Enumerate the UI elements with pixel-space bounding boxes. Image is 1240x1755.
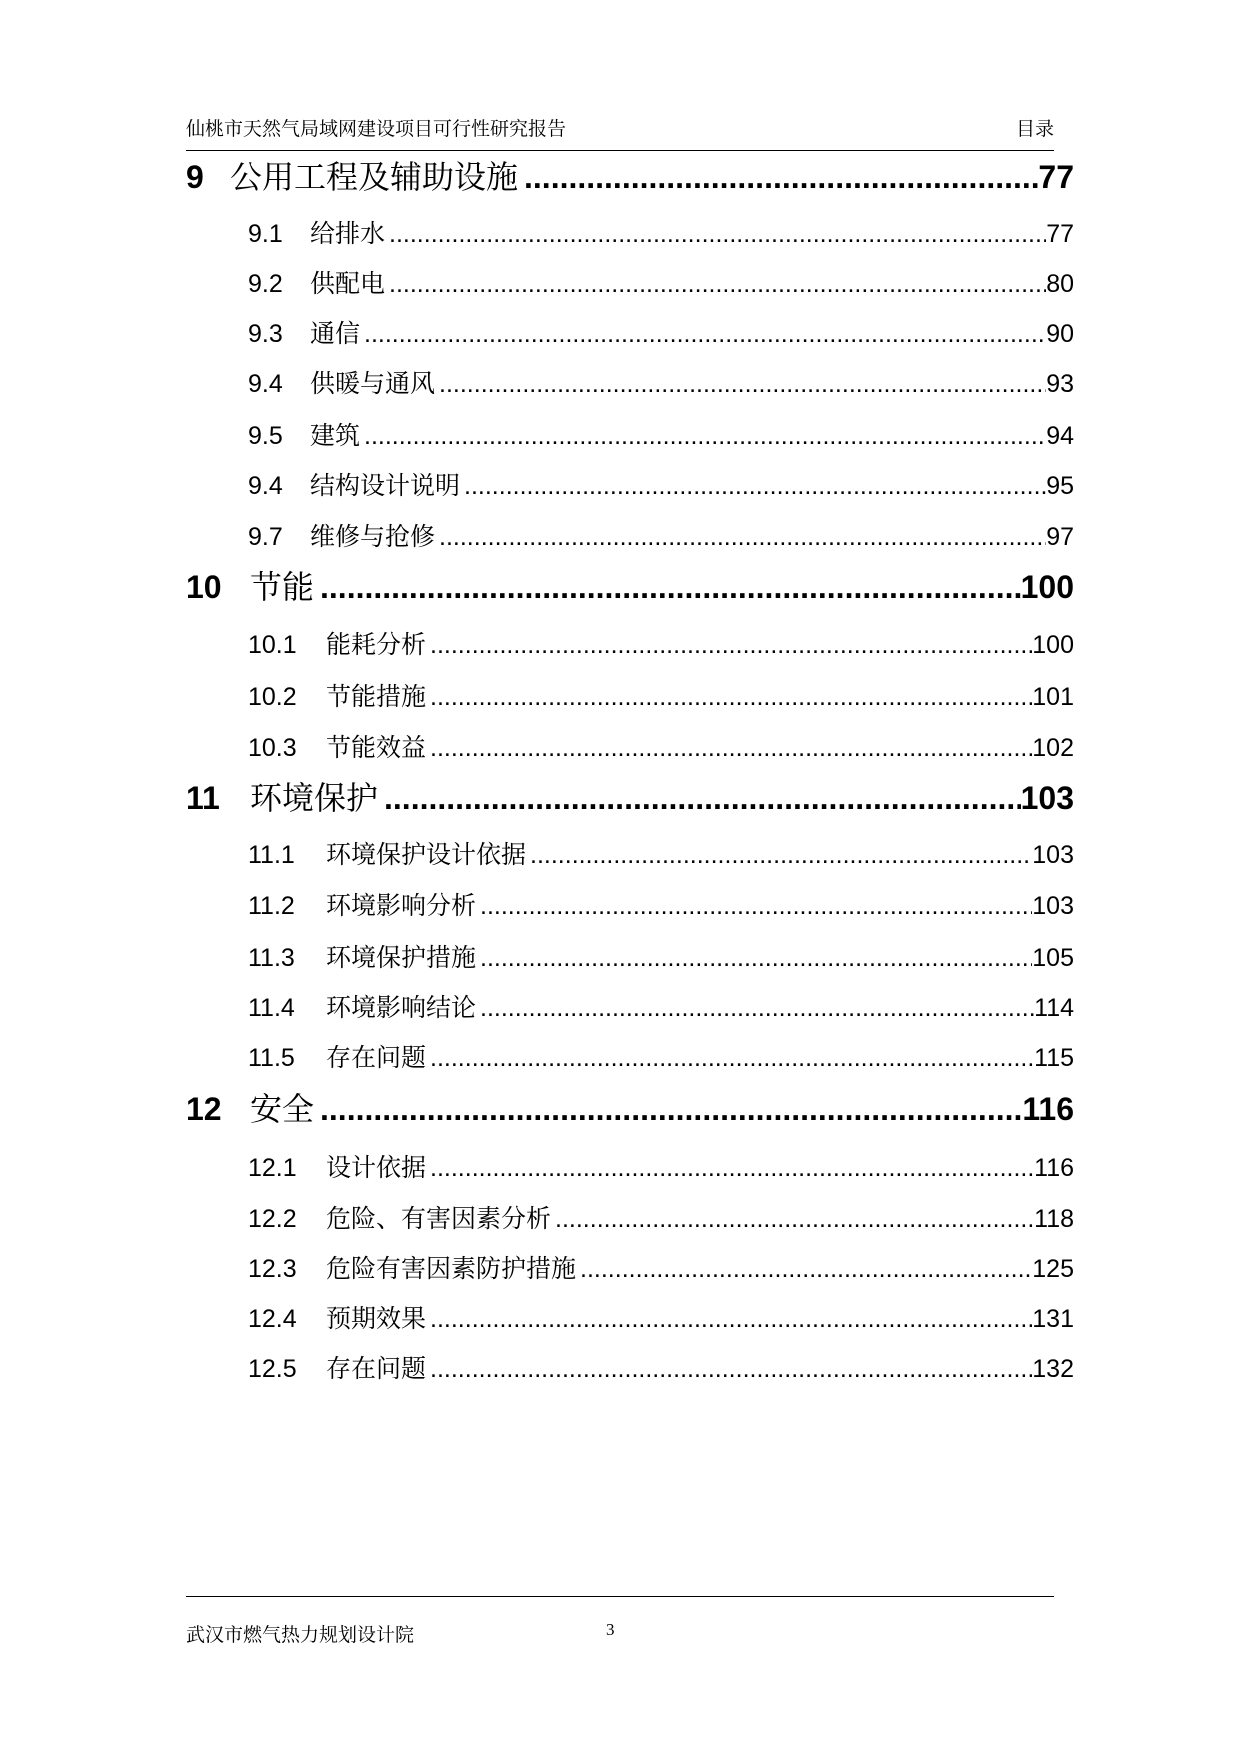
toc-entry-title: 环境影响结论 — [326, 994, 477, 1022]
page-footer — [186, 1620, 1054, 1647]
toc-entry-page: 115 — [1034, 1044, 1074, 1072]
toc-dot-leader — [364, 320, 1046, 349]
toc-entry-number: 10.2 — [248, 683, 297, 711]
toc-entry-page: 132 — [1032, 1355, 1074, 1383]
toc-entry-page: 80 — [1046, 270, 1074, 298]
toc-section-entry[interactable] — [248, 835, 1074, 871]
toc-section-entry[interactable] — [248, 1249, 1074, 1285]
toc-entry-number: 9.2 — [248, 270, 283, 298]
toc-chapter-entry[interactable] — [186, 1084, 1074, 1130]
toc-entry-page: 105 — [1032, 944, 1074, 972]
toc-entry-title: 能耗分析 — [326, 631, 427, 659]
toc-entry-title: 供配电 — [310, 270, 386, 298]
toc-entry-number: 11.4 — [248, 994, 295, 1022]
toc-dot-leader — [389, 270, 1046, 299]
toc-entry-page: 100 — [1020, 569, 1074, 605]
toc-entry-title: 通信 — [310, 320, 361, 348]
toc-dot-leader — [480, 994, 1034, 1023]
toc-entry-page: 94 — [1046, 422, 1074, 450]
toc-dot-leader — [480, 944, 1032, 973]
toc-section-entry[interactable] — [248, 1299, 1074, 1335]
toc-entry-page: 103 — [1032, 892, 1074, 920]
toc-section-entry[interactable] — [248, 938, 1074, 974]
toc-entry-number: 10.3 — [248, 734, 297, 762]
toc-entry-number: 11 — [186, 780, 220, 816]
page-header — [186, 114, 1054, 141]
toc-section-entry[interactable] — [248, 466, 1074, 502]
toc-dot-leader — [464, 472, 1046, 501]
toc-entry-number: 12.4 — [248, 1305, 297, 1333]
toc-chapter-entry[interactable] — [186, 773, 1074, 819]
toc-entry-number: 12.5 — [248, 1355, 297, 1383]
toc-entry-page: 95 — [1046, 472, 1074, 500]
toc-entry-page: 77 — [1038, 159, 1074, 195]
toc-dot-leader — [430, 631, 1032, 660]
toc-dot-leader — [430, 734, 1032, 763]
toc-dot-leader — [580, 1255, 1032, 1284]
toc-dot-leader — [430, 1154, 1034, 1183]
toc-entry-title: 结构设计说明 — [310, 472, 461, 500]
toc-entry-page: 118 — [1034, 1205, 1074, 1233]
toc-entry-number: 9.3 — [248, 320, 283, 348]
toc-entry-number: 9 — [186, 159, 204, 195]
toc-dot-leader — [430, 683, 1032, 712]
toc-entry-title: 存在问题 — [326, 1355, 427, 1383]
toc-dot-leader — [364, 422, 1046, 451]
toc-entry-page: 90 — [1046, 320, 1074, 348]
toc-entry-number: 9.7 — [248, 523, 283, 551]
toc-chapter-entry[interactable] — [186, 152, 1074, 198]
toc-dot-leader — [555, 1205, 1034, 1234]
toc-entry-number: 9.5 — [248, 422, 283, 450]
toc-entry-number: 11.3 — [248, 944, 295, 972]
toc-dot-leader — [439, 370, 1046, 399]
toc-dot-leader — [320, 569, 1021, 606]
toc-entry-title: 供暖与通风 — [310, 370, 436, 398]
toc-dot-leader — [384, 780, 1021, 817]
toc-dot-leader — [439, 523, 1046, 552]
toc-entry-number: 12.2 — [248, 1205, 297, 1233]
toc-entry-page: 97 — [1046, 523, 1074, 551]
header-rule — [186, 150, 1054, 151]
toc-entry-page: 103 — [1032, 841, 1074, 869]
toc-entry-title: 建筑 — [310, 422, 361, 450]
toc-dot-leader — [430, 1044, 1034, 1073]
toc-entry-title: 存在问题 — [326, 1044, 427, 1072]
toc-entry-title: 节能效益 — [326, 734, 427, 762]
toc-entry-number: 9.4 — [248, 370, 283, 398]
toc-dot-leader — [430, 1305, 1032, 1334]
section-label: 目录 — [1015, 119, 1054, 140]
document-title: 仙桃市天然气局域网建设项目可行性研究报告 — [186, 119, 567, 140]
toc-section-entry[interactable] — [248, 1349, 1074, 1385]
toc-dot-leader — [524, 159, 1038, 196]
toc-entry-title: 设计依据 — [326, 1154, 427, 1182]
toc-entry-page: 101 — [1032, 683, 1074, 711]
toc-section-entry[interactable] — [248, 677, 1074, 713]
toc-entry-title: 预期效果 — [326, 1305, 427, 1333]
toc-section-entry[interactable] — [248, 214, 1074, 250]
toc-entry-number: 9.1 — [248, 220, 283, 248]
toc-entry-page: 116 — [1034, 1154, 1074, 1182]
toc-entry-page: 131 — [1032, 1305, 1074, 1333]
footer-rule — [186, 1596, 1054, 1597]
toc-entry-number: 11.5 — [248, 1044, 295, 1072]
toc-entry-number: 10 — [186, 569, 222, 605]
toc-entry-number: 12.1 — [248, 1154, 297, 1182]
toc-section-entry[interactable] — [248, 264, 1074, 300]
toc-section-entry[interactable] — [248, 625, 1074, 661]
toc-entry-title: 维修与抢修 — [310, 523, 436, 551]
toc-entry-page: 93 — [1046, 370, 1074, 398]
toc-entry-title: 节能措施 — [326, 683, 427, 711]
toc-entry-page: 100 — [1032, 631, 1074, 659]
toc-entry-number: 9.4 — [248, 472, 283, 500]
toc-dot-leader — [320, 1091, 1022, 1128]
toc-section-entry[interactable] — [248, 364, 1074, 400]
toc-entry-number: 11.2 — [248, 892, 295, 920]
toc-section-entry[interactable] — [248, 1199, 1074, 1235]
toc-section-entry[interactable] — [248, 728, 1074, 764]
toc-entry-title: 环境保护 — [250, 780, 379, 816]
toc-section-entry[interactable] — [248, 1148, 1074, 1184]
toc-dot-leader — [389, 220, 1046, 249]
toc-entry-title: 环境影响分析 — [326, 892, 477, 920]
toc-entry-page: 125 — [1032, 1255, 1074, 1283]
toc-entry-title: 环境保护设计依据 — [326, 841, 527, 869]
toc-section-entry[interactable] — [248, 314, 1074, 350]
toc-section-entry[interactable] — [248, 517, 1074, 553]
toc-dot-leader — [430, 1355, 1032, 1384]
toc-chapter-entry[interactable] — [186, 562, 1074, 608]
toc-dot-leader — [480, 892, 1032, 921]
toc-entry-title: 给排水 — [310, 220, 386, 248]
toc-entry-title: 危险、有害因素分析 — [326, 1205, 552, 1233]
toc-entry-page: 116 — [1022, 1091, 1074, 1127]
toc-entry-page: 102 — [1032, 734, 1074, 762]
toc-entry-number: 10.1 — [248, 631, 297, 659]
organization-name: 武汉市燃气热力规划设计院 — [186, 1625, 415, 1646]
toc-entry-number: 12 — [186, 1091, 222, 1127]
toc-section-entry[interactable] — [248, 1038, 1074, 1074]
toc-entry-number: 12.3 — [248, 1255, 297, 1283]
toc-dot-leader — [530, 841, 1032, 870]
toc-entry-title: 安全 — [250, 1091, 315, 1127]
toc-entry-page: 103 — [1020, 780, 1074, 816]
toc-section-entry[interactable] — [248, 886, 1074, 922]
toc-entry-title: 危险有害因素防护措施 — [326, 1255, 577, 1283]
toc-entry-title: 公用工程及辅助设施 — [230, 159, 519, 195]
toc-section-entry[interactable] — [248, 416, 1074, 452]
toc-entry-page: 114 — [1034, 994, 1074, 1022]
toc-section-entry[interactable] — [248, 988, 1074, 1024]
toc-entry-title: 环境保护措施 — [326, 944, 477, 972]
toc-entry-page: 77 — [1046, 220, 1074, 248]
page-number: 3 — [606, 1620, 615, 1639]
toc-entry-number: 11.1 — [248, 841, 295, 869]
toc-entry-title: 节能 — [250, 569, 315, 605]
